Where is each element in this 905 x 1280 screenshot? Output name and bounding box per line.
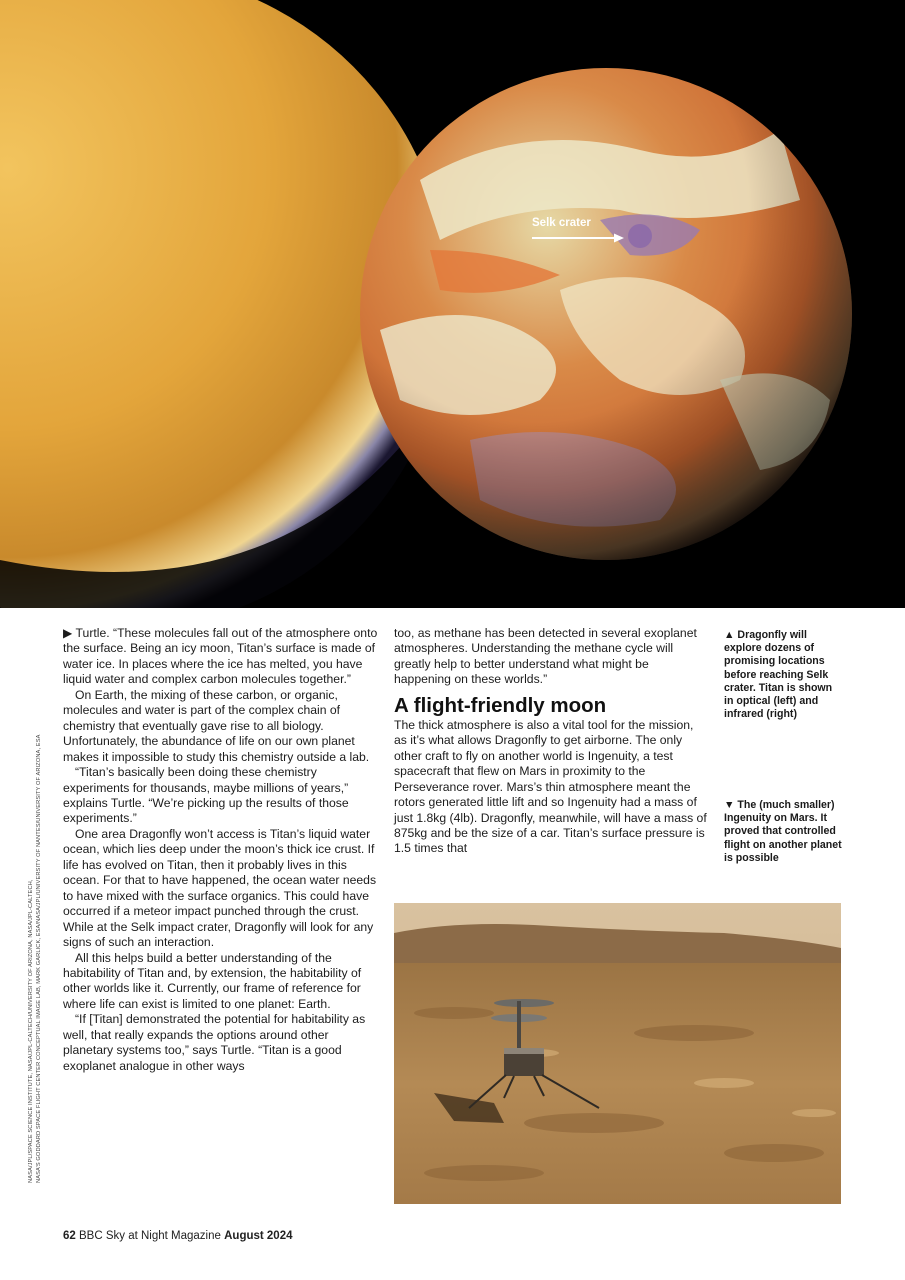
paragraph: “If [Titan] demonstrated the potential for habitability as well, that really expands the options around other planetary systems too,” says Turtle. “Titan is a good exoplanet analogue in other ways [63, 1012, 366, 1073]
caption-titan-image: ▲ Dragonfly will explore dozens of promising locations before reaching Selk crater. Titan is shown in optical (left) and infrared (right) [724, 629, 833, 721]
photo-credit-line1: NASA/JPL/SPACE SCIENCE INSTITUTE, NASA/JPL-CALTECH/UNIVERSITY OF ARIZONA, NASA/JPL-CALTECH, [28, 879, 34, 1183]
body-column-2 [394, 626, 708, 857]
paragraph [63, 626, 381, 688]
magazine-name: BBC Sky at Night Magazine [79, 1230, 221, 1242]
continued-marker-icon: ▶ [63, 626, 73, 640]
page-number: 62 [63, 1230, 76, 1242]
paragraph: The thick atmosphere is also a vital tool for the mission, as it’s what allows Dragonfly to get airborne. The only other craft to fly on another world is Ingenuity, a test spacecraft that flew on Mars in proximity to the Perseverance rover. Mars’s thin atmosphere meant the rotors generated little lift and so Ingenuity had a mass of just 1.8kg (4lb). Dragonfly, meanwhile, will have a mass of 875kg and be the size of a car. Titan’s surface pressure is 1.5 times that [394, 717, 707, 856]
paragraph: One area Dragonfly won’t access is Titan’s liquid water ocean, which lies deep under the moon’s thick ice crust. If life has evolved on Titan, then it probably lives in this ocean. For that to have happened, the ocean water needs to have mixed with the surface organics. This could have occurred if a meteor impact punched through the crust. While at the Selk impact crater, Dragonfly will look for any signs of such an interaction. [63, 826, 377, 950]
body-column-1 [63, 626, 381, 1074]
ingenuity-photo [394, 903, 841, 1204]
paragraph: All this helps build a better understanding of the habitability of Titan and, by extension, the habitability of other worlds like it. Currently, our frame of reference for where life can exist is limited to one planet: Earth. [63, 950, 362, 1011]
page-footer [63, 1230, 293, 1242]
selk-crater-label: Selk crater [532, 217, 591, 229]
section-heading: A flight-friendly moon [394, 693, 607, 717]
paragraph: “Titan’s basically been doing these chemistry experiments for thousands, maybe millions of years,” explains Turtle. “We’re picking up the results of those experiments.” [63, 765, 349, 826]
hero-image-titan [0, 0, 905, 608]
ingenuity-illustration [394, 903, 841, 1204]
photo-credit [28, 723, 43, 1183]
issue-date: August 2024 [224, 1230, 293, 1242]
paragraph: On Earth, the mixing of these carbon, or organic, molecules and water is part of the complex chain of chemistry that eventually gave rise to all biology. Unfortunately, the abundance of life on our own planet makes it impossible to study this chemistry outside a lab. [63, 687, 370, 764]
titan-illustration [0, 0, 905, 608]
paragraph-text: Turtle. “These molecules fall out of the atmosphere onto the surface. Being an icy moon, Titan’s surface is made of water ice. In places where the ice has melted, you have liquid water and complex carbon molecules together.” [63, 626, 378, 687]
photo-credit-line2: NASA’S GODDARD SPACE FLIGHT CENTER CONCEPTUAL IMAGE LAB, MARK GARLICK, ESA/NASA/JPL/UNIVERSITY OF NANTES/UNIVERSITY OF ARIZONA, ESA [35, 734, 42, 1183]
caption-ingenuity-image: ▼ The (much smaller) Ingenuity on Mars. It proved that controlled flight on another planet is possible [724, 799, 842, 864]
paragraph: too, as methane has been detected in several exoplanet atmospheres. Understanding the methane cycle will greatly help to better understand what might be happening on these worlds.” [394, 626, 697, 687]
